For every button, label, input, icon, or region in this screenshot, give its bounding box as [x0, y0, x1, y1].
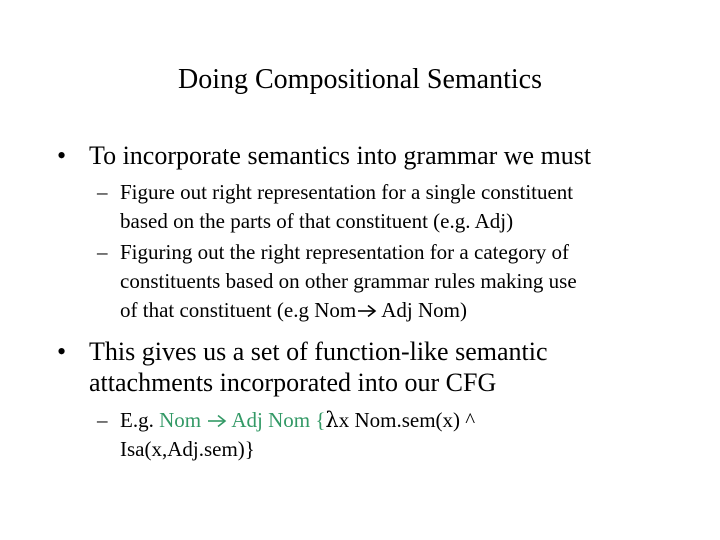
subitem-1-1-line-2: based on the parts of that constituent (e.g. Adj)	[120, 209, 514, 233]
subitem-1-2-line-3	[120, 296, 467, 325]
subitem-2-1-line-2: Isa(x,Adj.sem)}	[120, 437, 255, 461]
rule-body: x Nom.sem(x) ^	[338, 408, 476, 432]
arrow-right-icon	[207, 414, 227, 428]
sub-marker: –	[97, 240, 108, 264]
sub-marker: –	[97, 408, 108, 432]
subitem-2-1-line-1	[120, 406, 475, 435]
bullet-marker: •	[57, 337, 67, 366]
rule-lhs: Nom	[159, 408, 202, 432]
sub-marker: –	[97, 180, 108, 204]
bullet-1-line-1: To incorporate semantics into grammar we must	[89, 141, 592, 170]
lambda-symbol: λ	[325, 408, 339, 432]
rule-before-arrow: of that constituent (e.g Nom	[120, 298, 357, 322]
subitem-1-2-line-1: Figuring out the right representation for a category of	[120, 240, 570, 264]
bullet-2-line-2: attachments incorporated into our CFG	[89, 368, 497, 397]
rule-rhs: Adj Nom {	[231, 408, 326, 432]
subitem-1-1-line-1: Figure out right representation for a single constituent	[120, 180, 574, 204]
subitem-1-2-line-2: constituents based on other grammar rules making use	[120, 269, 577, 293]
slide-title: Doing Compositional Semantics	[178, 64, 542, 95]
example-prefix: E.g.	[120, 408, 154, 432]
bullet-2-line-1: This gives us a set of function-like semantic	[89, 337, 548, 366]
bullet-marker: •	[57, 141, 67, 170]
rule-after-arrow: Adj Nom)	[381, 298, 467, 322]
arrow-right-icon	[357, 304, 377, 318]
